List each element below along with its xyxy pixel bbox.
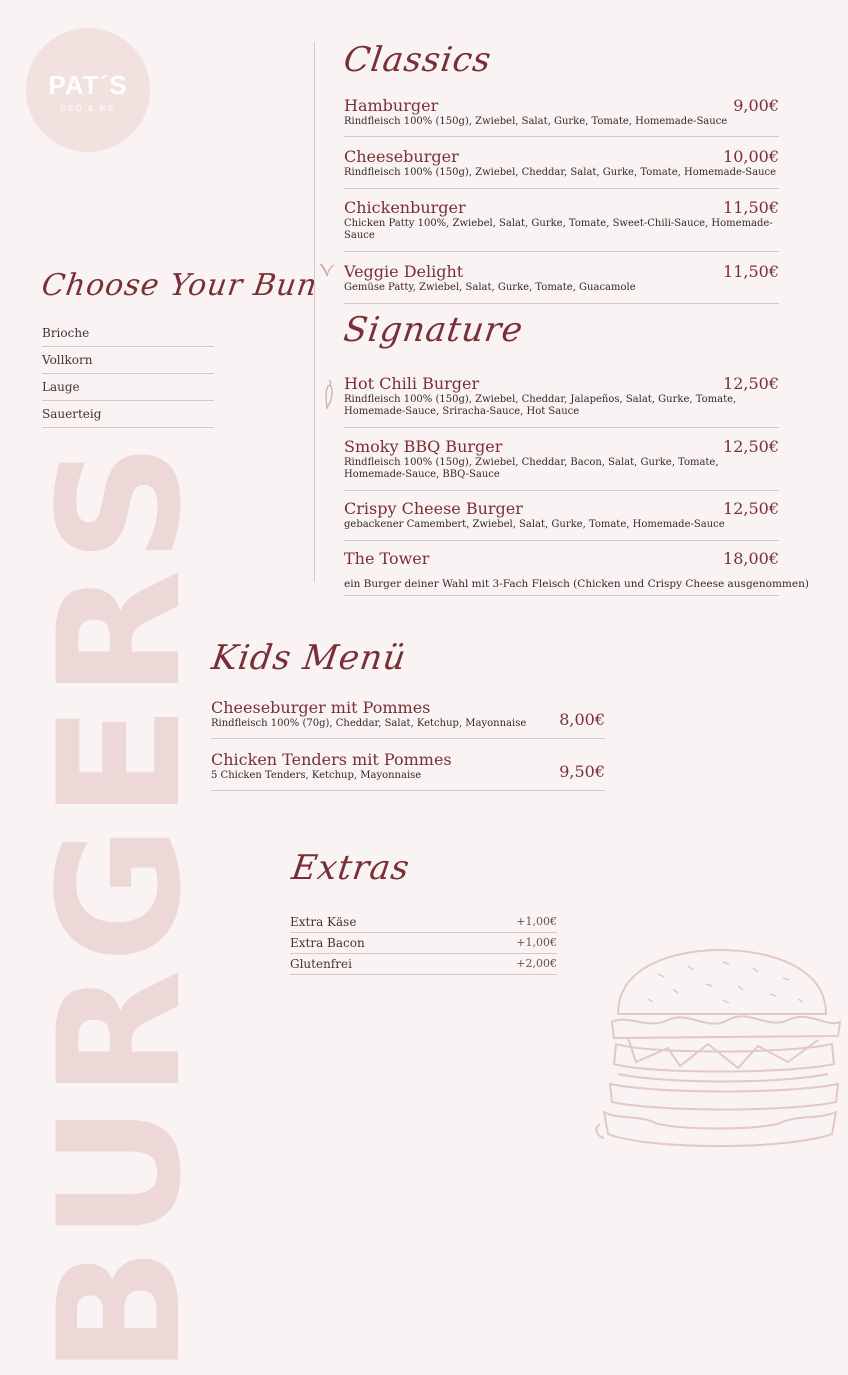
item-name: Smoky BBQ Burger	[344, 437, 503, 456]
extra-item	[290, 933, 557, 954]
classics-title: Classics	[341, 40, 495, 80]
extras-list	[290, 912, 557, 975]
menu-item	[211, 750, 605, 791]
menu-item	[211, 698, 605, 739]
signature-title: Signature	[341, 310, 526, 350]
item-price: 12,50€	[723, 499, 779, 518]
column-divider	[314, 42, 315, 582]
menu-item	[344, 96, 779, 137]
menu-item	[344, 198, 779, 252]
logo	[26, 28, 150, 152]
item-name: Hamburger	[344, 96, 439, 115]
item-description: gebackener Camembert, Zwiebel, Salat, Gurke, Tomate, Homemade-Sauce	[344, 519, 725, 530]
item-price: 10,00€	[723, 147, 779, 166]
bun-option: Sauerteig	[42, 401, 214, 428]
bun-option: Brioche	[42, 320, 214, 347]
menu-item	[344, 374, 779, 428]
menu-item	[344, 437, 779, 491]
extra-item	[290, 912, 557, 933]
menu-item	[344, 549, 809, 596]
item-description: 5 Chicken Tenders, Ketchup, Mayonnaise	[211, 770, 422, 781]
menu-item	[344, 499, 779, 541]
item-price: 9,50€	[559, 762, 605, 781]
side-word: BURGERS	[22, 436, 218, 1375]
kids-title: Kids Menü	[209, 638, 409, 678]
chili-icon	[322, 378, 336, 414]
logo-subtitle: BBQ & MB	[60, 104, 116, 113]
extra-name: Extra Käse	[290, 915, 357, 929]
bun-option: Vollkorn	[42, 347, 214, 374]
extra-name: Extra Bacon	[290, 936, 365, 950]
item-price: 11,50€	[723, 198, 779, 217]
item-price: 11,50€	[723, 262, 779, 281]
item-description: Gemüse Patty, Zwiebel, Salat, Gurke, Tomate, Guacamole	[344, 282, 636, 293]
item-description: ein Burger deiner Wahl mit 3-Fach Fleisch (Chicken und Crispy Cheese ausgenommen)	[344, 578, 809, 590]
leaf-icon	[318, 262, 336, 282]
item-price: 12,50€	[723, 437, 779, 456]
menu-item	[344, 262, 779, 304]
item-description: Rindfleisch 100% (150g), Zwiebel, Salat, Gurke, Tomate, Homemade-Sauce	[344, 116, 728, 127]
extra-price: +2,00€	[516, 957, 557, 970]
bun-list	[42, 320, 214, 428]
item-description: Rindfleisch 100% (150g), Zwiebel, Cheddar, Jalapeños, Salat, Gurke, Tomate, Homemade-Sauce, Sriracha-Sauce, Hot Sauce	[344, 394, 737, 417]
item-name: Cheeseburger mit Pommes	[211, 698, 431, 717]
item-description: Rindfleisch 100% (150g), Zwiebel, Cheddar, Bacon, Salat, Gurke, Tomate, Homemade-Sauce, BBQ-Sauce	[344, 457, 719, 480]
item-price: 9,00€	[733, 96, 779, 115]
bun-title: Choose Your Bun	[39, 268, 320, 303]
item-name: Crispy Cheese Burger	[344, 499, 523, 518]
item-price: 8,00€	[559, 710, 605, 729]
bun-option: Lauge	[42, 374, 214, 401]
menu-item	[344, 147, 779, 189]
item-description: Rindfleisch 100% (70g), Cheddar, Salat, Ketchup, Mayonnaise	[211, 718, 527, 729]
extra-name: Glutenfrei	[290, 957, 352, 971]
item-name: Veggie Delight	[344, 262, 464, 281]
item-name: The Tower	[344, 549, 430, 568]
item-price: 18,00€	[723, 549, 779, 568]
item-name: Chicken Tenders mit Pommes	[211, 750, 452, 769]
item-description: Chicken Patty 100%, Zwiebel, Salat, Gurke, Tomate, Sweet-Chili-Sauce, Homemade-Sauce	[344, 218, 773, 241]
item-name: Hot Chili Burger	[344, 374, 480, 393]
logo-name: PAT´S	[48, 70, 128, 100]
item-description: Rindfleisch 100% (150g), Zwiebel, Cheddar, Salat, Gurke, Tomate, Homemade-Sauce	[344, 167, 777, 178]
item-name: Chickenburger	[344, 198, 466, 217]
extras-title: Extras	[289, 848, 413, 888]
burger-illustration-icon	[588, 944, 848, 1158]
extra-price: +1,00€	[516, 915, 557, 928]
extra-item	[290, 954, 557, 975]
item-name: Cheeseburger	[344, 147, 459, 166]
item-price: 12,50€	[723, 374, 779, 393]
extra-price: +1,00€	[516, 936, 557, 949]
